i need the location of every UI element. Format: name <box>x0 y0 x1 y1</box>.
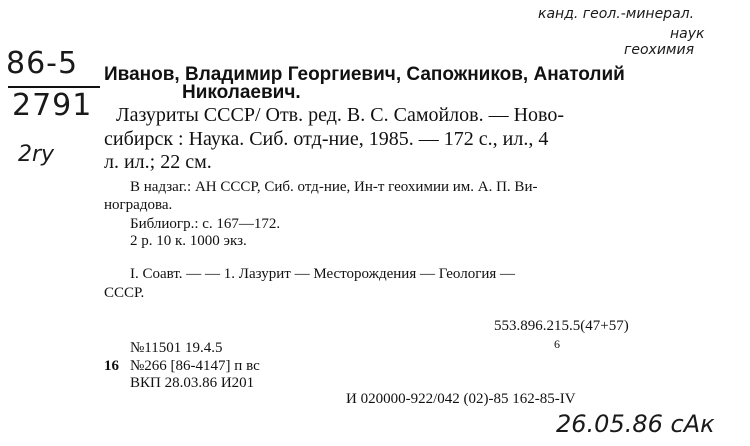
note-line2: ноградова. <box>104 197 173 213</box>
isbn-line: И 020000-922/042 (02)-85 162-85-IV <box>346 391 576 407</box>
note-line1: В надзаг.: АН СССР, Сиб. отд-ние, Ин-т геохимии им. А. П. Ви- <box>130 179 538 195</box>
bibliography-note: Библиогр.: с. 167—172. <box>130 216 281 232</box>
handwritten-inventory-number: 2791 <box>12 88 93 123</box>
handwritten-shelfmark: 86-5 <box>6 46 79 81</box>
authors-line2: Николаевич. <box>182 82 301 103</box>
imprint-number: 16 <box>104 358 119 374</box>
handwritten-signature: 2ry <box>18 142 55 167</box>
handwritten-degree-line3: геохимия <box>624 42 694 58</box>
imprint-line1: №11501 19.4.5 <box>130 340 223 356</box>
imprint-line3: ВКП 28.03.86 И201 <box>130 375 255 391</box>
title-line1: Лазуриты СССР/ Отв. ред. В. С. Самойлов. — Ново- <box>116 104 565 126</box>
title-line3: л. ил.; 22 см. <box>104 151 212 173</box>
handwritten-degree-line2: наук <box>670 26 705 42</box>
price-note: 2 р. 10 к. 1000 экз. <box>130 233 247 249</box>
classification-code: 553.896.215.5(47+57) <box>494 318 629 334</box>
authors-line1: Иванов, Владимир Георгиевич, Сапожников, Анатолий <box>104 64 625 85</box>
subjects-line2: СССР. <box>104 285 145 301</box>
subjects-line1: I. Соавт. — — 1. Лазурит — Месторождения — Геология — <box>130 266 516 282</box>
title-line2: сибирск : Наука. Сиб. отд-ние, 1985. — 172 с., ил., 4 <box>104 128 549 150</box>
imprint-line2: №266 [86-4147] п вс <box>130 358 260 374</box>
handwritten-date: 26.05.86 сАк <box>556 410 715 438</box>
classification-mark: 6 <box>554 337 560 351</box>
handwritten-degree-line1: канд. геол.-минерал. <box>538 6 695 22</box>
